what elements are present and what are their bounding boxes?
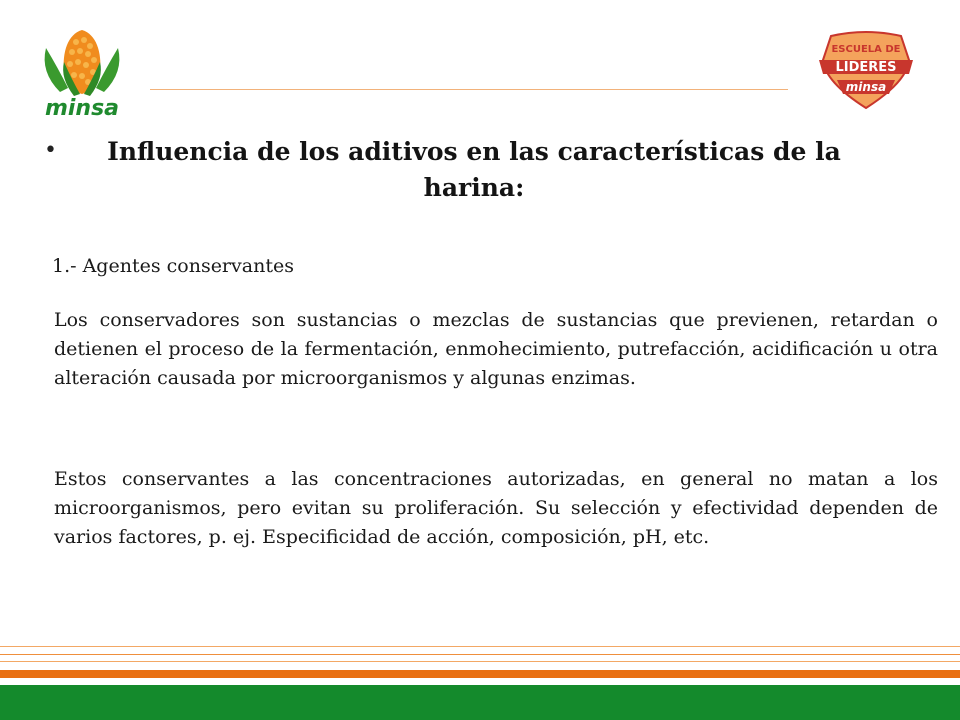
footer-stripe-3 — [0, 661, 960, 662]
minsa-logo — [30, 22, 134, 120]
escuela-de-lideres-logo — [815, 30, 917, 110]
footer-stripe-2 — [0, 654, 960, 655]
title-bullet: • — [44, 138, 57, 163]
badge-line-3: minsa — [845, 80, 887, 94]
header-divider — [150, 89, 788, 90]
section-subheading: 1.- Agentes conservantes — [52, 255, 294, 277]
badge-line-2: LIDERES — [835, 60, 897, 75]
minsa-wordmark: minsa — [44, 96, 120, 120]
paragraph-2: Estos conservantes a las concentraciones autorizadas, en general no matan a los microorganismos, pero evitan su proliferación. Su selección y efectividad dependen de varios factores, p. ej. Especificidad de acción, composición, pH, etc. — [54, 468, 938, 548]
footer-stripe-1 — [0, 646, 960, 647]
badge-line-1: ESCUELA DE — [831, 44, 901, 55]
slide-title: Influencia de los aditivos en las características de la harina: — [107, 137, 841, 202]
title-block — [40, 134, 900, 206]
corn-icon — [45, 30, 120, 96]
footer-orange-band — [0, 670, 960, 678]
paragraph-1: Los conservadores son sustancias o mezclas de sustancias que previenen, retardan o detienen el proceso de la fermentación, enmohecimiento, putrefacción, acidificación u otra alteración causada por microorganismos y algunas enzimas. — [54, 309, 938, 389]
footer-green-band — [0, 685, 960, 720]
